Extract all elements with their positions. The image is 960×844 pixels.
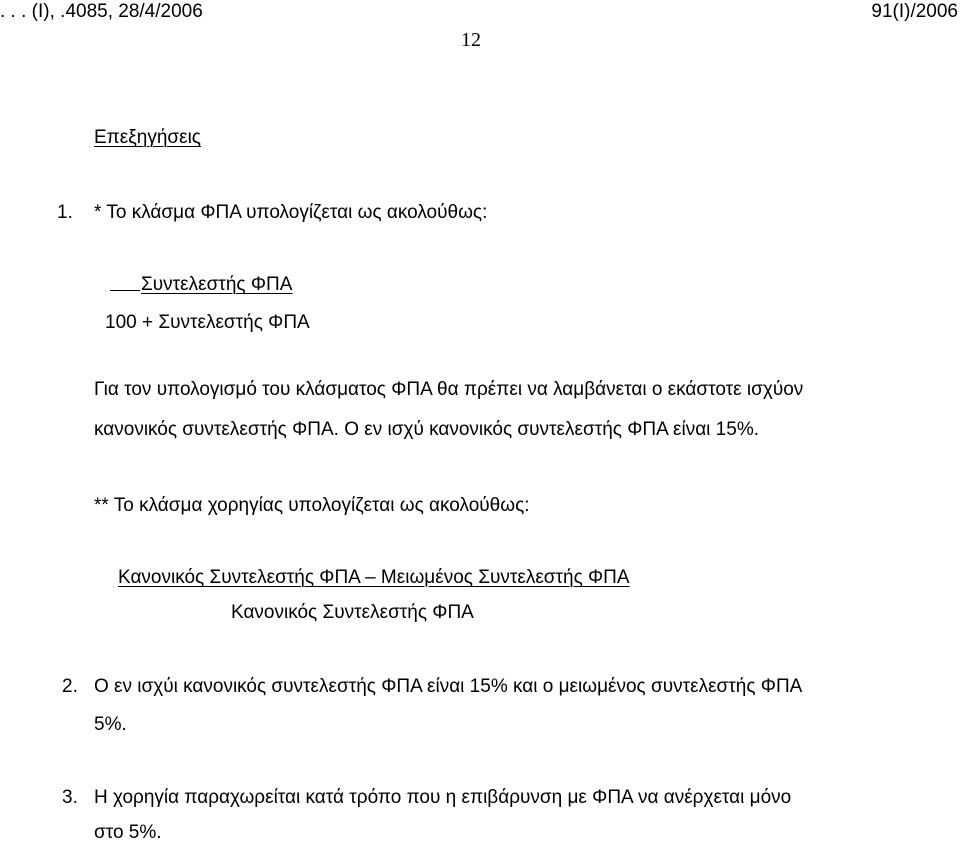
formula2-numerator: Κανονικός Συντελεστής ΦΠΑ – Μειωμένος Συντελεστής ΦΠΑ <box>118 567 630 588</box>
paragraph1-line2: κανονικός συντελεστής ΦΠΑ. Ο εν ισχύ κανονικός συντελεστής ΦΠΑ είναι 15%. <box>94 419 759 440</box>
formula1-denominator: 100 + Συντελεστής ΦΠΑ <box>105 312 310 333</box>
note2-number: 2. <box>62 676 78 697</box>
paragraph1-line1: Για τον υπολογισμό του κλάσματος ΦΠΑ θα πρέπει να λαμβάνεται ο εκάστοτε ισχύον <box>94 379 804 400</box>
header-left: . . . (Ι), .4085, 28/4/2006 <box>0 1 203 22</box>
page-number: 12 <box>461 29 481 51</box>
note3-number: 3. <box>62 787 78 808</box>
section-title: Επεξηγήσεις <box>94 127 201 148</box>
note2-line2: 5%. <box>94 714 127 735</box>
note3-line2: στο 5%. <box>94 822 162 843</box>
formula1-numerator: Συντελεστής ΦΠΑ <box>141 274 293 295</box>
header-right: 91(I)/2006 <box>871 1 958 22</box>
note3-line1: Η χορηγία παραχωρείται κατά τρόπο που η επιβάρυνση με ΦΠΑ να ανέρχεται μόνο <box>94 787 792 808</box>
note1-number: 1. <box>57 202 73 223</box>
formula1-lead-line <box>110 290 140 291</box>
formula2-denominator: Κανονικός Συντελεστής ΦΠΑ <box>231 602 474 623</box>
note2-line1: Ο εν ισχύι κανονικός συντελεστής ΦΠΑ είναι 15% και ο μειωμένος συντελεστής ΦΠΑ <box>94 676 803 697</box>
note1-text: * Το κλάσμα ΦΠΑ υπολογίζεται ως ακολούθως: <box>94 202 488 223</box>
subsidy-note-text: ** Το κλάσμα χορηγίας υπολογίζεται ως ακολούθως: <box>94 495 530 516</box>
